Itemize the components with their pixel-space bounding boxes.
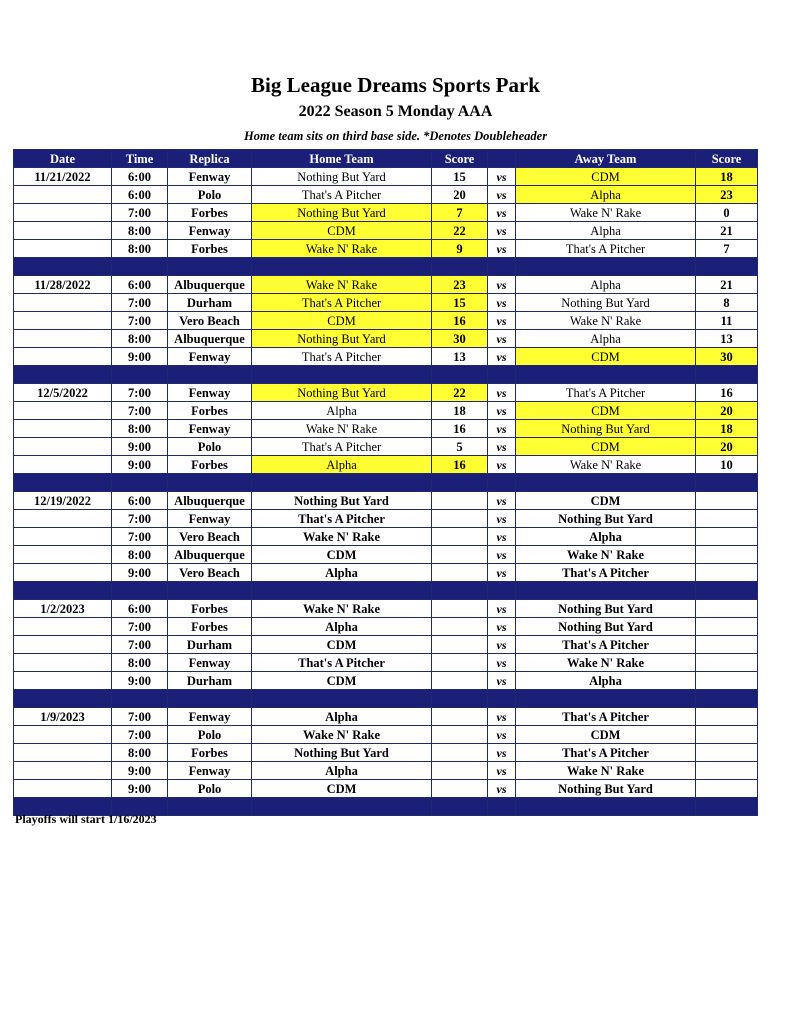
home-score xyxy=(432,546,488,564)
away-team: Wake N' Rake xyxy=(516,456,696,474)
game-row xyxy=(14,204,758,222)
vs-label: vs xyxy=(488,438,516,456)
game-time: 7:00 xyxy=(112,384,168,402)
vs-label: vs xyxy=(488,546,516,564)
game-time: 6:00 xyxy=(112,276,168,294)
away-team: Alpha xyxy=(516,186,696,204)
away-score: 21 xyxy=(696,276,758,294)
game-replica: Forbes xyxy=(168,618,252,636)
game-date xyxy=(14,546,112,564)
away-score: 8 xyxy=(696,294,758,312)
away-team: Nothing But Yard xyxy=(516,780,696,798)
game-time: 7:00 xyxy=(112,618,168,636)
game-time: 7:00 xyxy=(112,204,168,222)
away-team: Alpha xyxy=(516,276,696,294)
game-row xyxy=(14,186,758,204)
vs-label: vs xyxy=(488,528,516,546)
away-team: Alpha xyxy=(516,672,696,690)
away-team: That's A Pitcher xyxy=(516,744,696,762)
game-time: 6:00 xyxy=(112,168,168,186)
home-team: CDM xyxy=(252,780,432,798)
vs-label: vs xyxy=(488,654,516,672)
away-team: Wake N' Rake xyxy=(516,204,696,222)
game-time: 7:00 xyxy=(112,294,168,312)
away-team: That's A Pitcher xyxy=(516,636,696,654)
home-team: Wake N' Rake xyxy=(252,528,432,546)
vs-label: vs xyxy=(488,762,516,780)
away-score: 21 xyxy=(696,222,758,240)
game-replica: Vero Beach xyxy=(168,312,252,330)
home-team: Wake N' Rake xyxy=(252,420,432,438)
game-row xyxy=(14,618,758,636)
game-row xyxy=(14,330,758,348)
away-score xyxy=(696,780,758,798)
away-team: Alpha xyxy=(516,330,696,348)
vs-label: vs xyxy=(488,744,516,762)
away-score xyxy=(696,672,758,690)
game-date xyxy=(14,618,112,636)
away-team: CDM xyxy=(516,348,696,366)
game-date: 1/9/2023 xyxy=(14,708,112,726)
game-time: 9:00 xyxy=(112,564,168,582)
away-score: 13 xyxy=(696,330,758,348)
game-replica: Albuquerque xyxy=(168,546,252,564)
game-date: 1/2/2023 xyxy=(14,600,112,618)
vs-label: vs xyxy=(488,672,516,690)
home-team: Nothing But Yard xyxy=(252,168,432,186)
game-row xyxy=(14,222,758,240)
home-score: 22 xyxy=(432,384,488,402)
game-date xyxy=(14,564,112,582)
home-score: 16 xyxy=(432,312,488,330)
away-team: That's A Pitcher xyxy=(516,384,696,402)
game-time: 7:00 xyxy=(112,726,168,744)
game-date xyxy=(14,312,112,330)
header-vs xyxy=(488,150,516,168)
vs-label: vs xyxy=(488,636,516,654)
page-subtitle: 2022 Season 5 Monday AAA xyxy=(298,103,493,120)
home-score: 16 xyxy=(432,420,488,438)
game-replica: Albuquerque xyxy=(168,492,252,510)
away-team: CDM xyxy=(516,726,696,744)
away-team: Wake N' Rake xyxy=(516,654,696,672)
away-score: 16 xyxy=(696,384,758,402)
game-time: 8:00 xyxy=(112,222,168,240)
game-replica: Fenway xyxy=(168,654,252,672)
game-date xyxy=(14,672,112,690)
home-score: 22 xyxy=(432,222,488,240)
header-home-team: Home Team xyxy=(252,150,432,168)
vs-label: vs xyxy=(488,618,516,636)
away-score xyxy=(696,636,758,654)
away-team: Nothing But Yard xyxy=(516,420,696,438)
header-time: Time xyxy=(112,150,168,168)
game-replica: Vero Beach xyxy=(168,564,252,582)
away-score xyxy=(696,564,758,582)
game-row xyxy=(14,510,758,528)
away-team: Nothing But Yard xyxy=(516,294,696,312)
game-date xyxy=(14,438,112,456)
game-row xyxy=(14,492,758,510)
home-score: 16 xyxy=(432,456,488,474)
game-replica: Durham xyxy=(168,672,252,690)
game-replica: Forbes xyxy=(168,744,252,762)
home-team: Wake N' Rake xyxy=(252,240,432,258)
game-time: 6:00 xyxy=(112,492,168,510)
home-team: That's A Pitcher xyxy=(252,294,432,312)
game-date xyxy=(14,762,112,780)
away-score xyxy=(696,618,758,636)
game-time: 8:00 xyxy=(112,330,168,348)
vs-label: vs xyxy=(488,294,516,312)
game-date xyxy=(14,222,112,240)
home-score xyxy=(432,510,488,528)
home-score: 13 xyxy=(432,348,488,366)
home-score xyxy=(432,654,488,672)
game-replica: Polo xyxy=(168,186,252,204)
game-date xyxy=(14,510,112,528)
vs-label: vs xyxy=(488,420,516,438)
home-team: CDM xyxy=(252,546,432,564)
home-team: CDM xyxy=(252,222,432,240)
game-row xyxy=(14,564,758,582)
schedule-note: Home team sits on third base side. *Denotes Doubleheader xyxy=(243,129,548,143)
game-time: 9:00 xyxy=(112,348,168,366)
vs-label: vs xyxy=(488,330,516,348)
away-score: 7 xyxy=(696,240,758,258)
game-date xyxy=(14,456,112,474)
game-date xyxy=(14,744,112,762)
game-row xyxy=(14,168,758,186)
home-score xyxy=(432,564,488,582)
game-row xyxy=(14,276,758,294)
game-row xyxy=(14,780,758,798)
game-replica: Forbes xyxy=(168,456,252,474)
away-team: Alpha xyxy=(516,528,696,546)
game-time: 9:00 xyxy=(112,438,168,456)
game-row xyxy=(14,708,758,726)
game-replica: Polo xyxy=(168,780,252,798)
home-score xyxy=(432,744,488,762)
game-date xyxy=(14,636,112,654)
game-replica: Polo xyxy=(168,726,252,744)
game-row xyxy=(14,384,758,402)
game-date xyxy=(14,204,112,222)
home-team: Nothing But Yard xyxy=(252,330,432,348)
week-separator xyxy=(14,366,758,384)
header-away-score: Score xyxy=(696,150,758,168)
home-team: Nothing But Yard xyxy=(252,384,432,402)
game-row xyxy=(14,348,758,366)
game-row xyxy=(14,672,758,690)
schedule-body xyxy=(14,168,758,816)
away-score: 20 xyxy=(696,438,758,456)
away-team: CDM xyxy=(516,492,696,510)
game-row xyxy=(14,744,758,762)
home-team: Alpha xyxy=(252,762,432,780)
home-score: 20 xyxy=(432,186,488,204)
header-date: Date xyxy=(14,150,112,168)
away-score: 30 xyxy=(696,348,758,366)
home-team: Wake N' Rake xyxy=(252,726,432,744)
game-date xyxy=(14,348,112,366)
away-score xyxy=(696,708,758,726)
game-time: 8:00 xyxy=(112,240,168,258)
away-team: Alpha xyxy=(516,222,696,240)
away-team: Wake N' Rake xyxy=(516,312,696,330)
home-score xyxy=(432,618,488,636)
home-team: Nothing But Yard xyxy=(252,204,432,222)
game-date xyxy=(14,186,112,204)
game-time: 6:00 xyxy=(112,600,168,618)
home-team: CDM xyxy=(252,636,432,654)
game-replica: Fenway xyxy=(168,708,252,726)
week-separator xyxy=(14,582,758,600)
game-row xyxy=(14,456,758,474)
header-row xyxy=(14,150,758,168)
vs-label: vs xyxy=(488,168,516,186)
header-away-team: Away Team xyxy=(516,150,696,168)
home-score: 23 xyxy=(432,276,488,294)
home-score xyxy=(432,672,488,690)
game-replica: Albuquerque xyxy=(168,330,252,348)
game-replica: Forbes xyxy=(168,240,252,258)
game-date xyxy=(14,402,112,420)
game-time: 7:00 xyxy=(112,510,168,528)
away-team: That's A Pitcher xyxy=(516,708,696,726)
home-score: 18 xyxy=(432,402,488,420)
game-row xyxy=(14,402,758,420)
away-score xyxy=(696,654,758,672)
away-score xyxy=(696,744,758,762)
away-score: 20 xyxy=(696,402,758,420)
home-score: 30 xyxy=(432,330,488,348)
away-team: Nothing But Yard xyxy=(516,510,696,528)
home-team: Alpha xyxy=(252,708,432,726)
away-team: CDM xyxy=(516,438,696,456)
game-time: 7:00 xyxy=(112,402,168,420)
home-team: That's A Pitcher xyxy=(252,186,432,204)
game-row xyxy=(14,636,758,654)
vs-label: vs xyxy=(488,222,516,240)
away-score xyxy=(696,762,758,780)
away-score xyxy=(696,510,758,528)
game-date: 12/5/2022 xyxy=(14,384,112,402)
game-replica: Durham xyxy=(168,294,252,312)
game-replica: Polo xyxy=(168,438,252,456)
home-score xyxy=(432,492,488,510)
schedule-table xyxy=(13,149,758,816)
game-replica: Forbes xyxy=(168,402,252,420)
game-time: 7:00 xyxy=(112,708,168,726)
away-team: Nothing But Yard xyxy=(516,600,696,618)
week-separator xyxy=(14,690,758,708)
game-replica: Fenway xyxy=(168,348,252,366)
home-score: 7 xyxy=(432,204,488,222)
game-date xyxy=(14,726,112,744)
game-date xyxy=(14,294,112,312)
vs-label: vs xyxy=(488,564,516,582)
away-team: That's A Pitcher xyxy=(516,564,696,582)
away-score xyxy=(696,528,758,546)
game-date xyxy=(14,240,112,258)
game-replica: Fenway xyxy=(168,168,252,186)
home-team: Wake N' Rake xyxy=(252,276,432,294)
home-score: 9 xyxy=(432,240,488,258)
game-date xyxy=(14,528,112,546)
game-date xyxy=(14,654,112,672)
game-replica: Forbes xyxy=(168,204,252,222)
home-team: That's A Pitcher xyxy=(252,348,432,366)
vs-label: vs xyxy=(488,240,516,258)
game-time: 9:00 xyxy=(112,456,168,474)
home-team: Nothing But Yard xyxy=(252,492,432,510)
week-separator xyxy=(14,474,758,492)
game-time: 9:00 xyxy=(112,672,168,690)
home-team: CDM xyxy=(252,672,432,690)
game-row xyxy=(14,600,758,618)
vs-label: vs xyxy=(488,726,516,744)
game-row xyxy=(14,420,758,438)
game-time: 9:00 xyxy=(112,762,168,780)
game-time: 7:00 xyxy=(112,528,168,546)
game-replica: Vero Beach xyxy=(168,528,252,546)
vs-label: vs xyxy=(488,186,516,204)
home-team: Nothing But Yard xyxy=(252,744,432,762)
vs-label: vs xyxy=(488,600,516,618)
vs-label: vs xyxy=(488,312,516,330)
game-replica: Durham xyxy=(168,636,252,654)
home-team: Alpha xyxy=(252,402,432,420)
vs-label: vs xyxy=(488,708,516,726)
home-score: 5 xyxy=(432,438,488,456)
game-replica: Fenway xyxy=(168,420,252,438)
header-home-score: Score xyxy=(432,150,488,168)
away-team: That's A Pitcher xyxy=(516,240,696,258)
vs-label: vs xyxy=(488,456,516,474)
game-row xyxy=(14,240,758,258)
vs-label: vs xyxy=(488,384,516,402)
home-score xyxy=(432,762,488,780)
week-separator xyxy=(14,258,758,276)
away-team: CDM xyxy=(516,168,696,186)
home-team: Alpha xyxy=(252,564,432,582)
game-row xyxy=(14,312,758,330)
game-row xyxy=(14,438,758,456)
vs-label: vs xyxy=(488,276,516,294)
vs-label: vs xyxy=(488,348,516,366)
page-title: Big League Dreams Sports Park xyxy=(251,73,540,97)
game-time: 8:00 xyxy=(112,744,168,762)
home-score xyxy=(432,780,488,798)
game-replica: Forbes xyxy=(168,600,252,618)
game-time: 6:00 xyxy=(112,186,168,204)
away-score: 11 xyxy=(696,312,758,330)
game-date xyxy=(14,330,112,348)
home-score xyxy=(432,708,488,726)
home-team: CDM xyxy=(252,312,432,330)
home-score xyxy=(432,636,488,654)
vs-label: vs xyxy=(488,402,516,420)
home-score: 15 xyxy=(432,168,488,186)
game-replica: Albuquerque xyxy=(168,276,252,294)
game-replica: Fenway xyxy=(168,510,252,528)
home-team: Wake N' Rake xyxy=(252,600,432,618)
game-time: 9:00 xyxy=(112,780,168,798)
away-team: Wake N' Rake xyxy=(516,762,696,780)
game-time: 7:00 xyxy=(112,636,168,654)
away-score xyxy=(696,492,758,510)
game-time: 8:00 xyxy=(112,420,168,438)
vs-label: vs xyxy=(488,204,516,222)
game-date xyxy=(14,780,112,798)
game-date xyxy=(14,420,112,438)
home-team: Alpha xyxy=(252,456,432,474)
home-score xyxy=(432,726,488,744)
header-replica: Replica xyxy=(168,150,252,168)
away-team: CDM xyxy=(516,402,696,420)
away-score: 10 xyxy=(696,456,758,474)
game-time: 8:00 xyxy=(112,546,168,564)
away-score xyxy=(696,600,758,618)
game-row xyxy=(14,294,758,312)
vs-label: vs xyxy=(488,492,516,510)
game-row xyxy=(14,726,758,744)
home-score xyxy=(432,600,488,618)
home-team: That's A Pitcher xyxy=(252,654,432,672)
away-score: 18 xyxy=(696,420,758,438)
home-score: 15 xyxy=(432,294,488,312)
playoffs-note: Playoffs will start 1/16/2023 xyxy=(15,812,157,826)
home-score xyxy=(432,528,488,546)
game-row xyxy=(14,546,758,564)
game-time: 8:00 xyxy=(112,654,168,672)
vs-label: vs xyxy=(488,510,516,528)
away-score xyxy=(696,546,758,564)
game-replica: Fenway xyxy=(168,222,252,240)
away-score xyxy=(696,726,758,744)
away-score: 0 xyxy=(696,204,758,222)
game-row xyxy=(14,528,758,546)
game-row xyxy=(14,654,758,672)
game-replica: Fenway xyxy=(168,762,252,780)
game-time: 7:00 xyxy=(112,312,168,330)
game-replica: Fenway xyxy=(168,384,252,402)
game-date: 11/28/2022 xyxy=(14,276,112,294)
home-team: That's A Pitcher xyxy=(252,510,432,528)
game-row xyxy=(14,762,758,780)
away-score: 18 xyxy=(696,168,758,186)
away-team: Wake N' Rake xyxy=(516,546,696,564)
game-date: 12/19/2022 xyxy=(14,492,112,510)
game-date: 11/21/2022 xyxy=(14,168,112,186)
away-team: Nothing But Yard xyxy=(516,618,696,636)
home-team: That's A Pitcher xyxy=(252,438,432,456)
home-team: Alpha xyxy=(252,618,432,636)
vs-label: vs xyxy=(488,780,516,798)
away-score: 23 xyxy=(696,186,758,204)
